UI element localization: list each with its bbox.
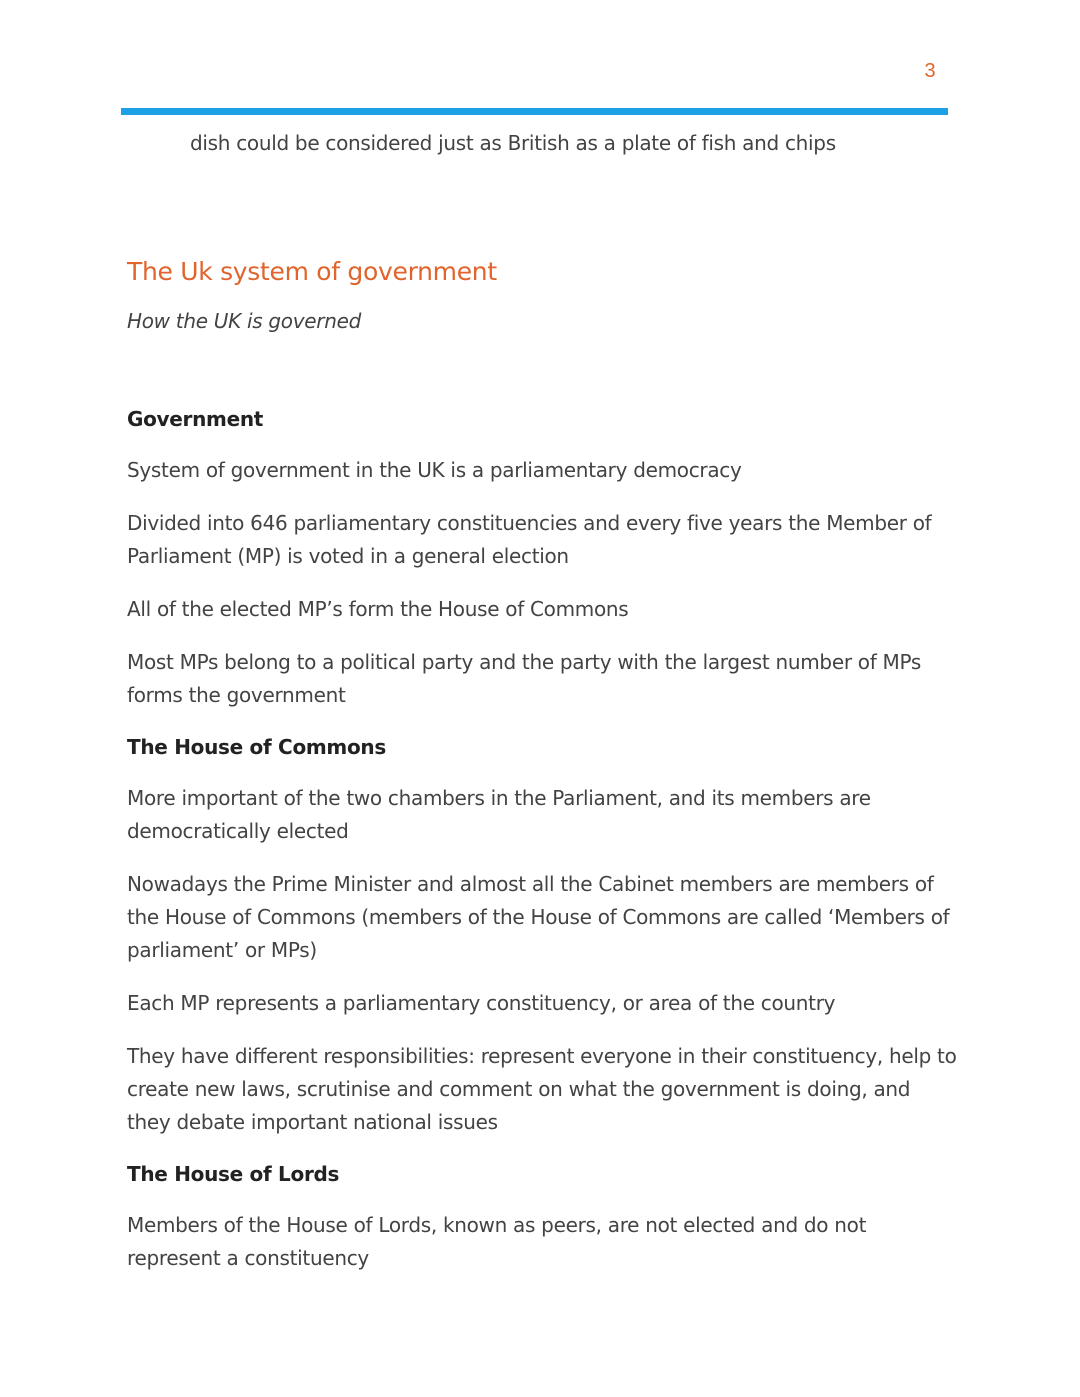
house-of-commons-heading: The House of Commons [127, 735, 386, 759]
continuation-text: dish could be considered just as British as a plate of fish and chips [190, 131, 836, 155]
house-of-lords-paragraph: Members of the House of Lords, known as peers, are not elected and do not represent a constituency [127, 1213, 867, 1270]
section-title: The Uk system of government [127, 257, 497, 286]
government-heading: Government [127, 407, 264, 431]
house-of-commons-paragraph: Nowadays the Prime Minister and almost all the Cabinet members are members of the House of Commons (members of the House of Commons are called ‘Members of parliament’ or MPs) [127, 872, 950, 962]
document-body [127, 254, 957, 1275]
government-paragraph: Most MPs belong to a political party and the party with the largest number of MPs forms the government [127, 650, 922, 707]
government-paragraph: Divided into 646 parliamentary constituencies and every five years the Member of Parliament (MP) is voted in a general election [127, 511, 932, 568]
house-of-lords-heading: The House of Lords [127, 1162, 340, 1186]
header-rule [121, 108, 948, 115]
government-paragraph: System of government in the UK is a parliamentary democracy [127, 458, 742, 482]
page-number: 3 [924, 60, 936, 82]
house-of-commons-paragraph: They have different responsibilities: represent everyone in their constituency, help to create new laws, scrutinise and comment on what the government is doing, and they debate important national issues [127, 1044, 957, 1134]
house-of-commons-paragraph: Each MP represents a parliamentary constituency, or area of the country [127, 991, 836, 1015]
government-paragraph: All of the elected MP’s form the House of Commons [127, 597, 629, 621]
house-of-commons-paragraph: More important of the two chambers in the Parliament, and its members are democratically elected [127, 786, 871, 843]
section-subtitle: How the UK is governed [127, 309, 361, 333]
